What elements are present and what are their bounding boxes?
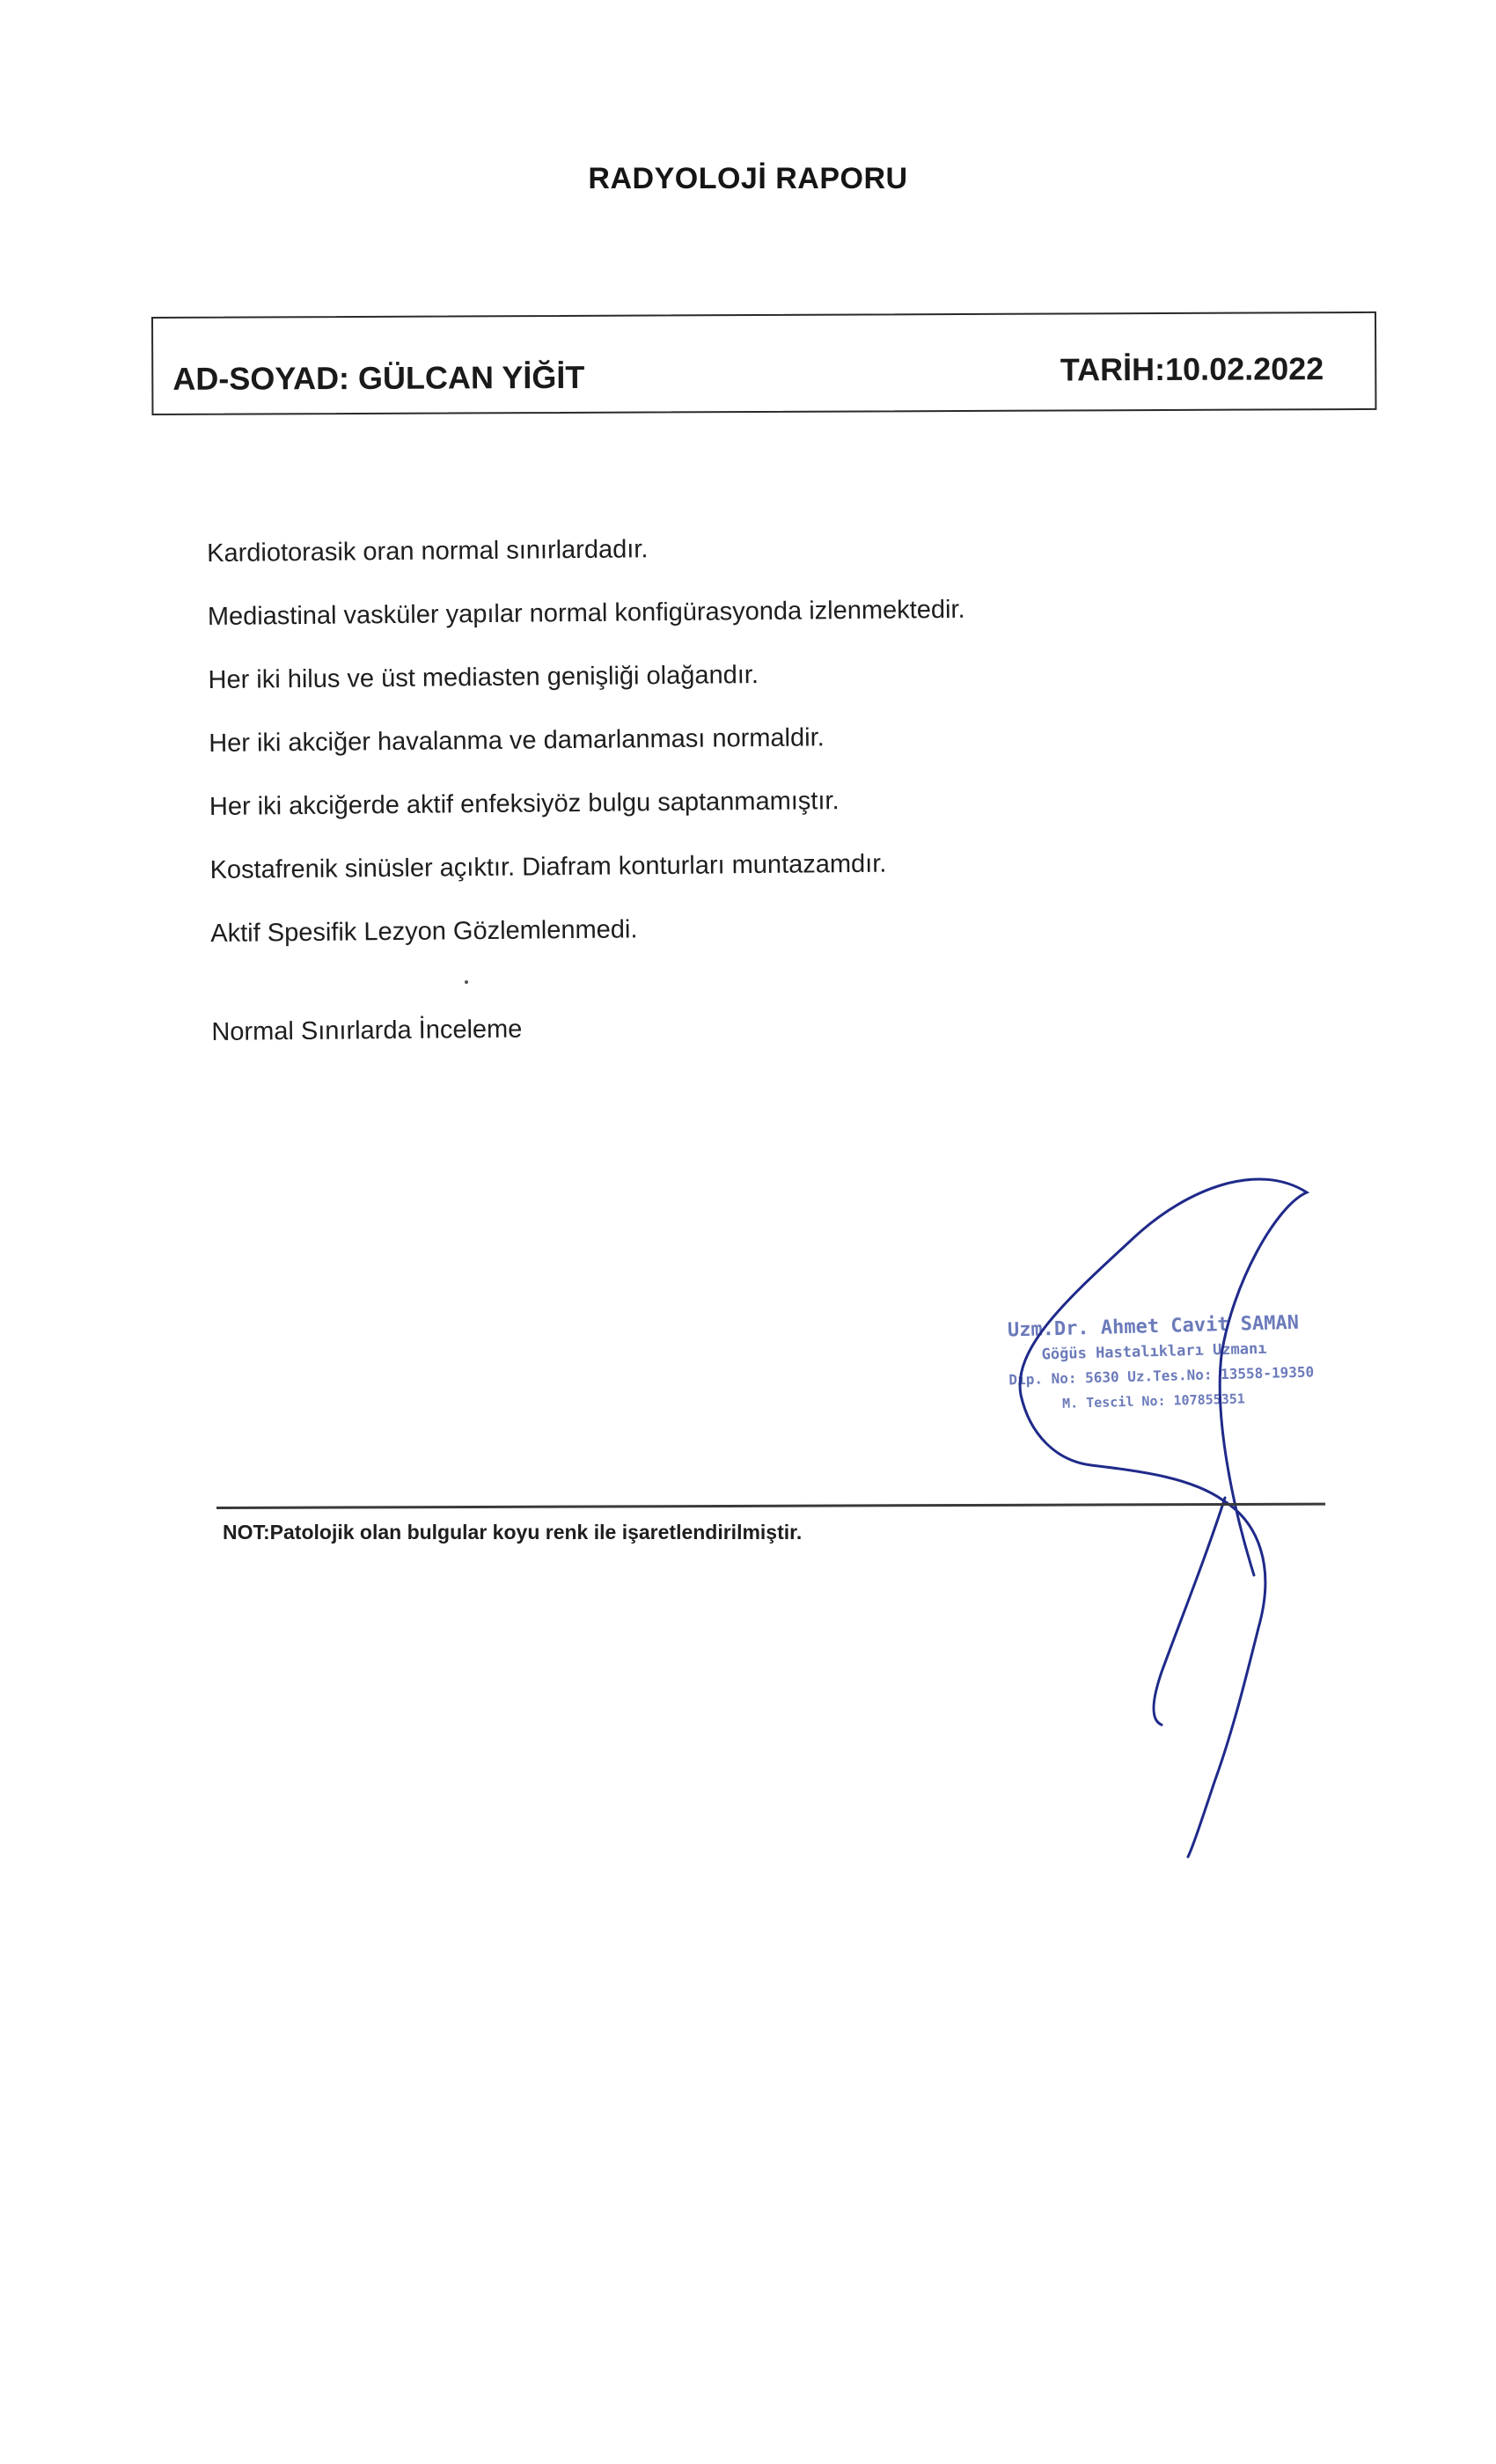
finding-line: Her iki akciğerde aktif enfeksiyöz bulgu saptanmamıştır. <box>209 787 840 821</box>
finding-line: Her iki hilus ve üst mediasten genişliği olağandır. <box>208 660 759 694</box>
stamp-doctor-name: Uzm.Dr. Ahmet Cavit SAMAN <box>1007 1311 1300 1342</box>
finding-line: Her iki akciğer havalanma ve damarlanması normaldir. <box>209 723 825 758</box>
stamp-tescil: M. Tescil No: 107855351 <box>1061 1390 1246 1412</box>
finding-line: Aktif Spesifik Lezyon Gözlemlenmedi. <box>210 915 638 948</box>
findings-list <box>207 528 1312 1081</box>
report-note: NOT:Patolojik olan bulgular koyu renk ile işaretlendirilmiştir. <box>223 1521 803 1544</box>
stamp-registration: Dip. No: 5630 Uz.Tes.No: 13558-19350 <box>1008 1363 1315 1389</box>
stamp-specialty: Göğüs Hastalıkları Uzmanı <box>1041 1339 1267 1364</box>
conclusion-line: Normal Sınırlarda İnceleme <box>211 1015 523 1046</box>
doctor-signature <box>994 1153 1346 1883</box>
patient-header-box <box>151 312 1376 415</box>
stray-dot <box>465 980 468 984</box>
finding-line: Mediastinal vasküler yapılar normal konfigürasyonda izlenmektedir. <box>207 595 965 631</box>
report-title: RADYOLOJİ RAPORU <box>588 162 908 195</box>
patient-name: AD-SOYAD: GÜLCAN YİĞİT <box>172 358 585 397</box>
report-date: TARİH:10.02.2022 <box>1060 350 1324 388</box>
finding-line: Kardiotorasik oran normal sınırlardadır. <box>207 535 649 568</box>
finding-line: Kostafrenik sinüsler açıktır. Diafram konturları muntazamdır. <box>209 849 887 884</box>
